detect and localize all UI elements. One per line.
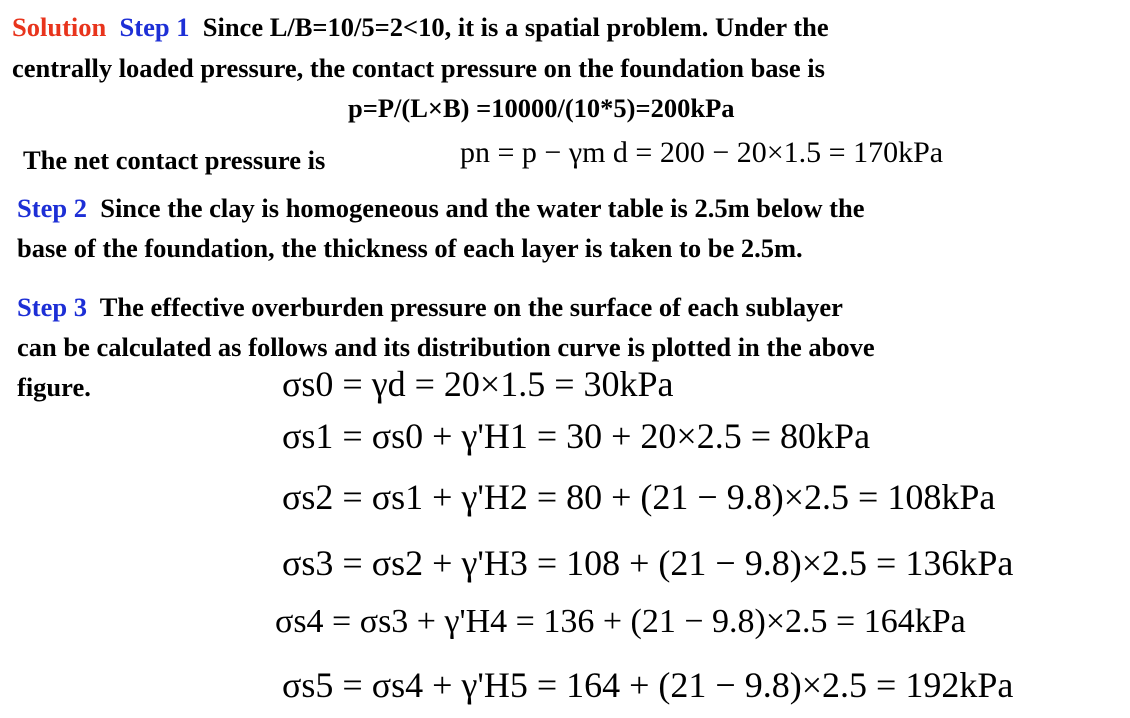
step3-line1 (17, 294, 843, 321)
step3-text-line1: The effective overburden pressure on the surface of each sublayer (99, 292, 843, 322)
equation-sigma-s4: σs4 = σs3 + γ'H4 = 136 + (21 − 9.8)×2.5 = 164kPa (275, 603, 966, 640)
equation-sigma-s2: σs2 = σs1 + γ'H2 = 80 + (21 − 9.8)×2.5 = 108kPa (282, 477, 996, 517)
step1-formula: p=P/(L×B) =10000/(10*5)=200kPa (348, 93, 735, 123)
equation-sigma-s0: σs0 = γd = 20×1.5 = 30kPa (282, 364, 674, 404)
solution-label: Solution (12, 12, 107, 42)
step1-line1 (12, 14, 829, 41)
net-pressure-label: The net contact pressure is (23, 145, 326, 175)
step1-text-line2: centrally loaded pressure, the contact pressure on the foundation base is (12, 53, 825, 83)
step3-text-line2: can be calculated as follows and its distribution curve is plotted in the above (17, 332, 875, 362)
equation-sigma-s5: σs5 = σs4 + γ'H5 = 164 + (21 − 9.8)×2.5 = 192kPa (282, 665, 1014, 705)
step1-text-line1: Since L/B=10/5=2<10, it is a spatial problem. Under the (202, 12, 829, 42)
step2-text-line1: Since the clay is homogeneous and the water table is 2.5m below the (100, 193, 865, 223)
step2-line1 (17, 195, 865, 222)
equation-sigma-s1: σs1 = σs0 + γ'H1 = 30 + 20×2.5 = 80kPa (282, 416, 871, 456)
equation-sigma-s3: σs3 = σs2 + γ'H3 = 108 + (21 − 9.8)×2.5 = 136kPa (282, 543, 1014, 583)
step2-text-line2: base of the foundation, the thickness of each layer is taken to be 2.5m. (17, 233, 803, 263)
step1-label: Step 1 (119, 12, 190, 42)
net-pressure-equation: pn = p − γm d = 200 − 20×1.5 = 170kPa (460, 136, 944, 169)
step3-text-line3: figure. (17, 372, 91, 402)
step3-label: Step 3 (17, 292, 87, 322)
step2-label: Step 2 (17, 193, 87, 223)
